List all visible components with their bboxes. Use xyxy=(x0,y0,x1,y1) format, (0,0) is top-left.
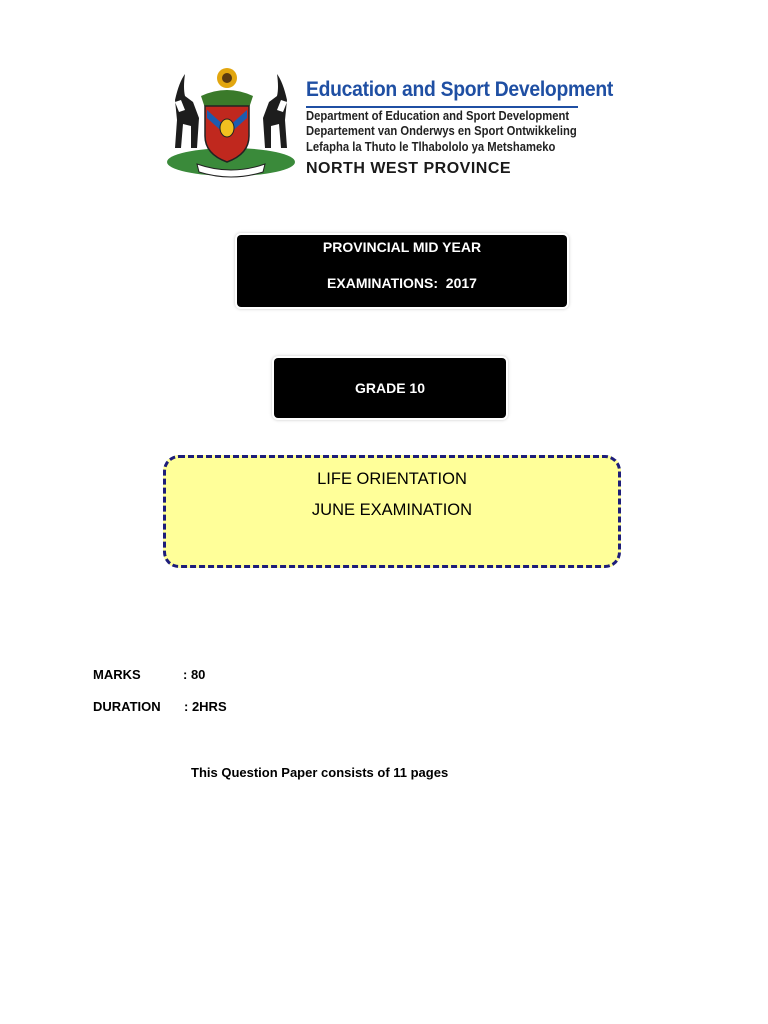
exam-title-line1: PROVINCIAL MID YEAR xyxy=(322,239,482,255)
exam-title-line2: EXAMINATIONS: 2017 xyxy=(327,275,477,291)
page-count-note: This Question Paper consists of 11 pages xyxy=(191,765,449,780)
coat-of-arms-icon xyxy=(163,66,299,184)
duration-label: DURATION xyxy=(93,699,161,714)
department-title: Education and Sport Development xyxy=(306,78,614,101)
marks-value: : 80 xyxy=(183,667,206,682)
title-divider xyxy=(306,106,578,108)
exam-session: JUNE EXAMINATION xyxy=(311,501,473,519)
department-name-afrikaans: Departement van Onderwys en Sport Ontwikkeling xyxy=(306,124,577,138)
grade-label: GRADE 10 xyxy=(354,380,426,396)
duration-value: : 2HRS xyxy=(184,699,227,714)
marks-label: MARKS xyxy=(93,667,141,682)
department-name-english: Department of Education and Sport Development xyxy=(306,109,570,123)
department-name-setswana: Lefapha la Thuto le Tlhabololo ya Metshameko xyxy=(306,140,556,154)
subject-box xyxy=(163,455,621,568)
grade-box xyxy=(274,358,506,418)
province-name: NORTH WEST PROVINCE xyxy=(306,160,512,177)
subject-title: LIFE ORIENTATION xyxy=(317,470,467,488)
exam-title-box xyxy=(237,235,567,307)
